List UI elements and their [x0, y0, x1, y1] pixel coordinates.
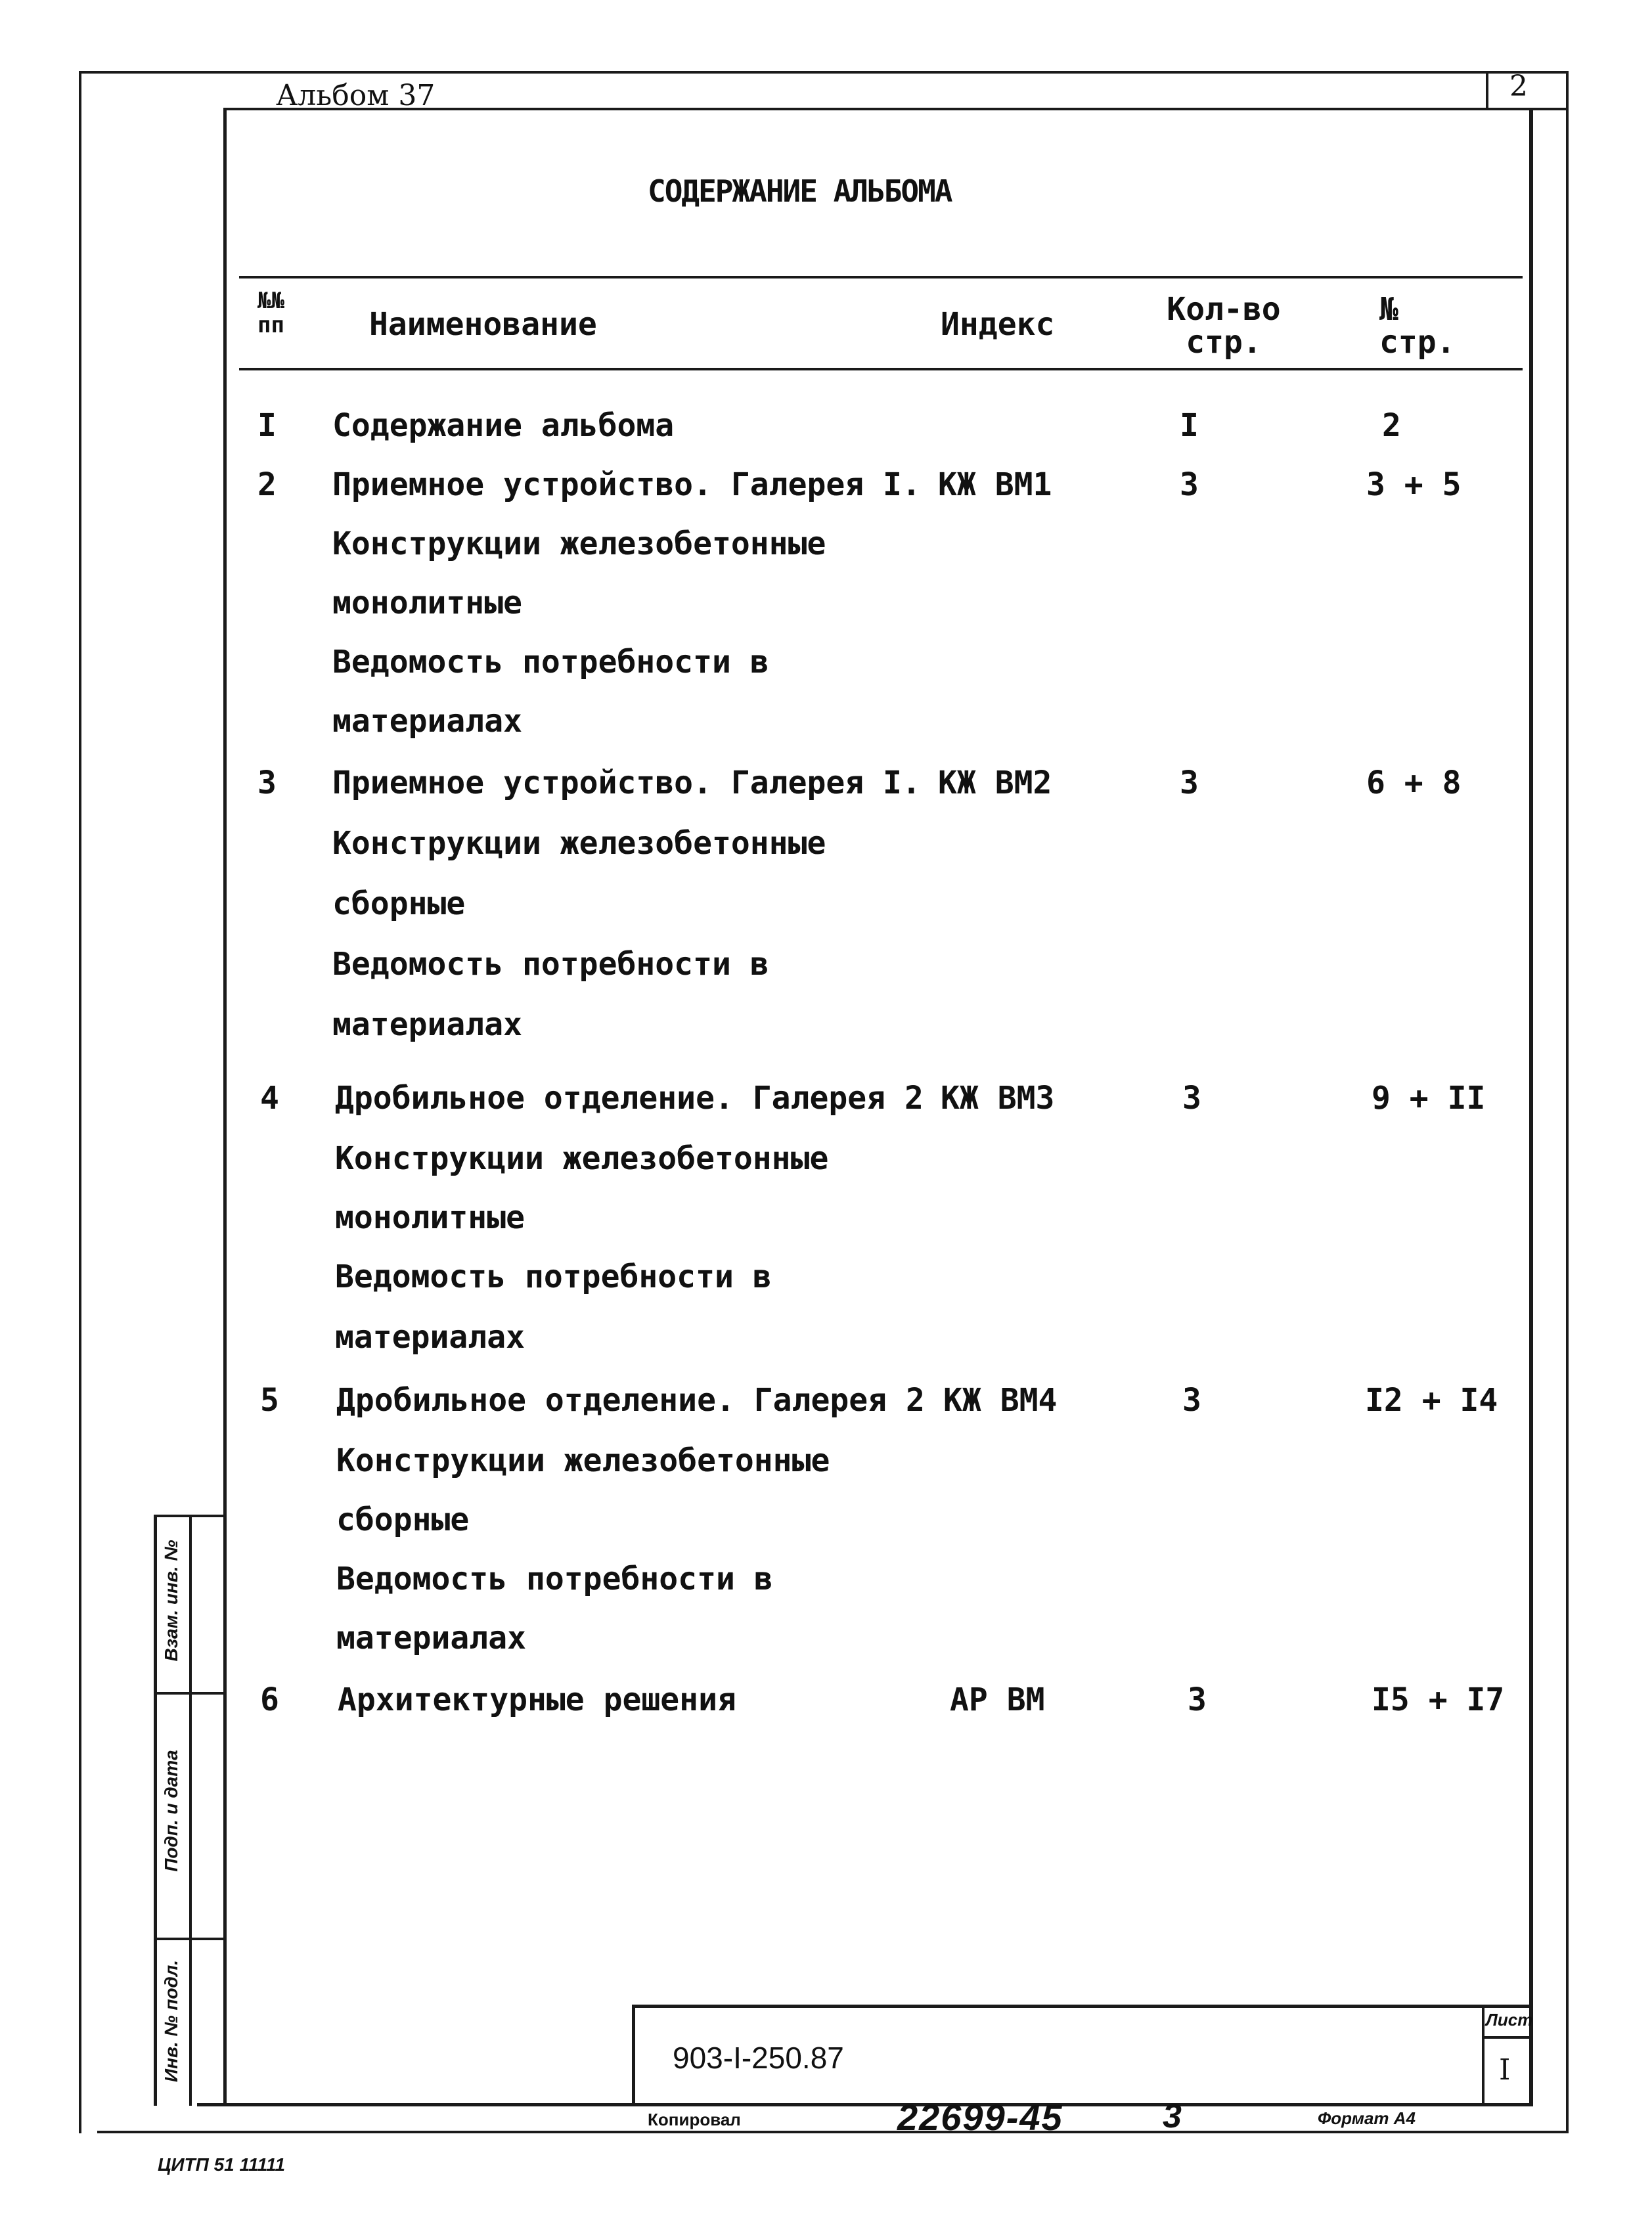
stamp-top — [154, 1515, 226, 1517]
outer-border-right — [1566, 71, 1569, 2133]
handwritten-number: 22699-45 — [897, 2097, 1063, 2138]
row-1-line-1: Содержание альбома — [332, 407, 675, 444]
row-6-page: I5 + I7 — [1372, 1681, 1505, 1718]
row-3-line-2: Конструкции железобетонные — [332, 825, 826, 862]
row-3-index: КЖ ВМ2 — [938, 765, 1052, 801]
stamp-label-inv: Инв. № подл. — [161, 1959, 181, 2083]
row-5-line-1: Дробильное отделение. Галерея 2 — [336, 1382, 925, 1419]
row-2-line-1: Приемное устройство. Галерея I. — [332, 466, 921, 503]
titleblock-left — [632, 2005, 635, 2104]
copied-label: Копировал — [648, 2110, 741, 2129]
col-header-num: №№ пп — [257, 288, 284, 339]
titleblock-list-sep — [1482, 2036, 1529, 2039]
col-header-count: Кол-во стр. — [1167, 291, 1281, 361]
col-header-page: № стр. — [1379, 291, 1456, 361]
row-4-num: 4 — [260, 1080, 279, 1117]
col-header-index: Индекс — [941, 306, 1055, 343]
row-5-line-2: Конструкции железобетонные — [336, 1442, 830, 1479]
inner-frame-left — [223, 108, 227, 2106]
row-3-count: 3 — [1180, 765, 1199, 801]
row-2-page: 3 + 5 — [1366, 466, 1462, 503]
format-label: Формат А4 — [1318, 2108, 1416, 2128]
row-4-count: 3 — [1182, 1080, 1201, 1117]
row-4-line-3: монолитные — [335, 1199, 525, 1236]
inner-frame-right — [1529, 108, 1533, 2106]
document-code: 903-I-250.87 — [673, 2041, 844, 2075]
row-5-count: 3 — [1182, 1382, 1201, 1419]
stamp-outer-left — [154, 1515, 157, 2106]
row-5-index: КЖ ВМ4 — [943, 1382, 1058, 1419]
row-1-count: I — [1180, 407, 1199, 444]
stamp-label-vzam: Взам. инв. № — [161, 1540, 181, 1662]
list-number: I — [1499, 2053, 1511, 2087]
row-5-page: I2 + I4 — [1365, 1382, 1498, 1419]
row-5-line-5: материалах — [336, 1620, 526, 1656]
row-4-index: КЖ ВМ3 — [941, 1080, 1055, 1117]
handwritten-digit: 3 — [1163, 2097, 1182, 2135]
print-mark: ЦИТП 51 11111 — [158, 2154, 286, 2175]
row-2-line-3: монолитные — [332, 585, 522, 621]
row-4-line-1: Дробильное отделение. Галерея 2 — [335, 1080, 924, 1117]
stamp-label-podp: Подп. и дата — [161, 1750, 181, 1872]
stamp-divider — [189, 1515, 192, 2106]
outer-border-bottom — [97, 2131, 1569, 2133]
row-6-index: АР ВМ — [950, 1681, 1045, 1718]
row-2-num: 2 — [257, 466, 277, 503]
row-3-line-5: материалах — [332, 1006, 522, 1043]
stamp-sep-1 — [154, 1692, 226, 1695]
row-3-line-3: сборные — [332, 885, 466, 922]
col-header-name: Наименование — [369, 306, 597, 343]
inner-frame-bottom — [197, 2103, 1533, 2106]
top-sheet-number: 2 — [1509, 70, 1528, 103]
outer-border-left — [79, 71, 81, 2133]
table-header-bottom — [239, 368, 1523, 370]
row-3-line-1: Приемное устройство. Галерея I. — [332, 765, 921, 801]
top-sheet-box-left — [1486, 71, 1488, 109]
row-6-count: 3 — [1188, 1681, 1207, 1718]
row-3-line-4: Ведомость потребности в — [332, 946, 769, 983]
row-6-num: 6 — [260, 1681, 279, 1718]
table-header-top — [239, 276, 1523, 278]
titleblock-list-left — [1482, 2005, 1485, 2104]
row-2-count: 3 — [1180, 466, 1199, 503]
row-2-index: КЖ ВМ1 — [938, 466, 1052, 503]
row-5-line-3: сборные — [336, 1501, 470, 1538]
row-1-page: 2 — [1382, 407, 1401, 444]
row-4-line-4: Ведомость потребности в — [335, 1258, 772, 1295]
outer-border-top — [79, 71, 1569, 74]
list-label: Лист — [1486, 2010, 1533, 2030]
album-label: Альбом 37 — [276, 79, 435, 112]
row-3-num: 3 — [257, 765, 277, 801]
row-5-line-4: Ведомость потребности в — [336, 1561, 773, 1597]
row-1-num: I — [257, 407, 277, 444]
row-3-page: 6 + 8 — [1366, 765, 1462, 801]
titleblock-top — [632, 2005, 1529, 2008]
row-5-num: 5 — [260, 1382, 279, 1419]
row-4-line-2: Конструкции железобетонные — [335, 1140, 829, 1177]
row-2-line-4: Ведомость потребности в — [332, 644, 769, 680]
row-2-line-2: Конструкции железобетонные — [332, 525, 826, 562]
row-2-line-5: материалах — [332, 703, 522, 740]
stamp-sep-2 — [154, 1938, 226, 1940]
page-title: СОДЕРЖАНИЕ АЛЬБОМА — [648, 173, 952, 209]
row-4-line-5: материалах — [335, 1319, 525, 1356]
row-6-line-1: Архитектурные решения — [338, 1681, 736, 1718]
row-4-page: 9 + II — [1372, 1080, 1486, 1117]
